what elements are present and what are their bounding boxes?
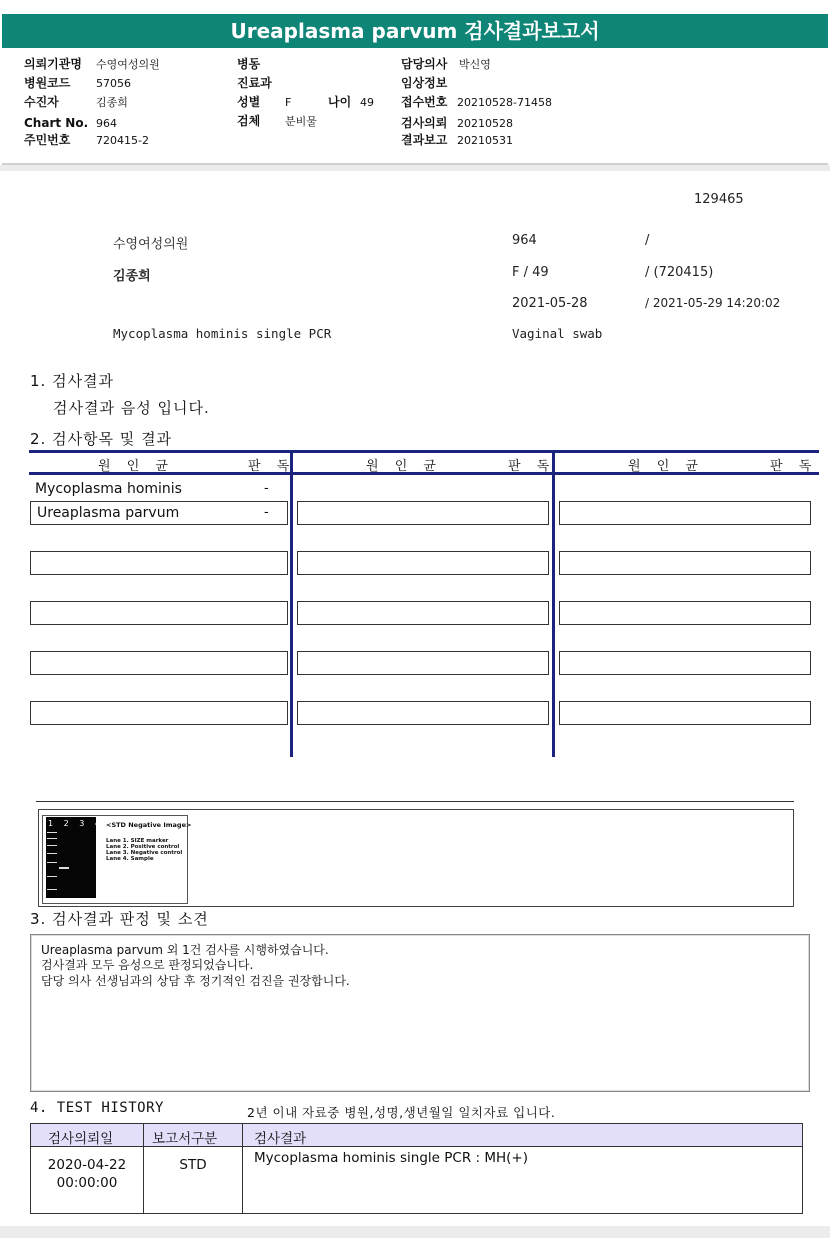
history-row-time: 00:00:00 bbox=[56, 1175, 118, 1191]
receipt-no-field bbox=[401, 95, 552, 110]
record-number: 129465 bbox=[694, 192, 744, 207]
dept-field bbox=[237, 76, 272, 91]
chart-label: Chart No. bbox=[24, 116, 89, 130]
sex-field bbox=[237, 95, 291, 110]
gel-lane-2: Lane 2. Positive control bbox=[106, 844, 180, 850]
footer-shade bbox=[0, 1226, 830, 1238]
result-row-2-value: - bbox=[264, 505, 269, 520]
gel-band bbox=[47, 862, 57, 863]
table-row bbox=[30, 701, 288, 725]
gel-band bbox=[47, 845, 57, 846]
examinee-label: 수진자 bbox=[24, 95, 59, 109]
patient-report-datetime: / 2021-05-29 14:20:02 bbox=[645, 296, 781, 310]
table-row bbox=[297, 501, 549, 525]
history-col-result: 검사결과 bbox=[254, 1131, 307, 1147]
section2-title: 2. 검사항목 및 결과 bbox=[30, 430, 173, 448]
dept-label: 진료과 bbox=[237, 76, 272, 90]
id-field bbox=[24, 133, 149, 148]
report-date-field bbox=[401, 133, 513, 148]
patient-test-name: Mycoplasma hominis single PCR bbox=[113, 326, 332, 341]
result-row-1-name: Mycoplasma hominis bbox=[35, 481, 182, 497]
table-row bbox=[30, 651, 288, 675]
hospital-code-field bbox=[24, 76, 131, 91]
history-border bbox=[30, 1213, 803, 1214]
section3-title: 3. 검사결과 판정 및 소견 bbox=[30, 910, 209, 928]
report-date-label: 결과보고 bbox=[401, 133, 448, 147]
history-row-result: Mycoplasma hominis single PCR : MH(+) bbox=[254, 1150, 528, 1166]
history-col-type: 보고서구분 bbox=[152, 1131, 218, 1147]
specimen-field bbox=[237, 114, 317, 129]
institution-label: 의뢰기관명 bbox=[24, 57, 82, 71]
specimen-label: 검체 bbox=[237, 114, 261, 128]
age-value: 49 bbox=[360, 96, 374, 109]
specimen-value: 분비물 bbox=[285, 115, 317, 128]
report-date-value: 20210531 bbox=[457, 134, 513, 147]
request-value: 20210528 bbox=[457, 117, 513, 130]
result-row-2-name: Ureaplasma parvum bbox=[37, 505, 180, 521]
history-note: 2년 이내 자료중 병원,성명,생년월일 일치자료 입니다. bbox=[247, 1105, 556, 1120]
table-row bbox=[559, 651, 811, 675]
result-row-1-value: - bbox=[264, 481, 269, 496]
doctor-field bbox=[401, 57, 491, 72]
gel-caption-title: <STD Negative Image> bbox=[106, 821, 192, 829]
result-summary: 검사결과 음성 입니다. bbox=[53, 399, 210, 417]
table-divider-1 bbox=[290, 450, 293, 757]
age-field bbox=[328, 95, 374, 110]
receipt-no-label: 접수번호 bbox=[401, 95, 448, 109]
patient-specimen: Vaginal swab bbox=[512, 326, 603, 341]
sex-value: F bbox=[285, 96, 292, 109]
institution-field bbox=[24, 57, 160, 72]
sex-label: 성별 bbox=[237, 95, 261, 109]
gel-top-rule bbox=[36, 801, 794, 802]
gel-lane-3: Lane 3. Negative control bbox=[106, 850, 183, 856]
table-row bbox=[559, 501, 811, 525]
id-value: 720415-2 bbox=[96, 134, 149, 147]
chart-value: 964 bbox=[96, 117, 117, 130]
table-row bbox=[30, 551, 288, 575]
examinee-field bbox=[24, 95, 128, 110]
opinion-line-2: 검사결과 모두 음성으로 판정되었습니다. bbox=[41, 958, 254, 972]
ward-label: 병동 bbox=[237, 57, 261, 71]
patient-request-date: 2021-05-28 bbox=[512, 296, 588, 311]
gel-image bbox=[46, 817, 96, 898]
table-row bbox=[297, 551, 549, 575]
col-pathogen-1: 원 인 균 bbox=[98, 459, 174, 474]
patient-birth: / (720415) bbox=[645, 265, 714, 280]
request-field bbox=[401, 116, 513, 131]
col-judgement-3: 판 독 bbox=[770, 459, 818, 474]
report-title: Ureaplasma parvum 검사결과보고서 bbox=[2, 14, 828, 48]
id-label: 주민번호 bbox=[24, 133, 71, 147]
institution-value: 수영여성의원 bbox=[96, 58, 160, 71]
table-row bbox=[559, 701, 811, 725]
gel-lane-numbers: 1 2 3 4 bbox=[48, 819, 104, 828]
patient-slash: / bbox=[645, 233, 650, 248]
header-shade bbox=[0, 165, 830, 171]
ward-field bbox=[237, 57, 260, 72]
col-pathogen-3: 원 인 균 bbox=[628, 459, 704, 474]
history-border bbox=[242, 1123, 243, 1214]
opinion-line-1: Ureaplasma parvum 외 1건 검사를 시행하였습니다. bbox=[41, 943, 329, 957]
clinical-info-field bbox=[401, 76, 447, 91]
doctor-value: 박신영 bbox=[459, 58, 491, 71]
hospital-code-label: 병원코드 bbox=[24, 76, 71, 90]
gel-band bbox=[47, 832, 57, 833]
table-divider-2 bbox=[552, 450, 555, 757]
col-judgement-1: 판 독 bbox=[248, 459, 296, 474]
gel-band bbox=[47, 889, 57, 890]
section4-title: 4. TEST HISTORY bbox=[30, 1100, 164, 1116]
gel-band bbox=[47, 853, 57, 854]
table-row bbox=[559, 601, 811, 625]
col-judgement-2: 판 독 bbox=[508, 459, 556, 474]
table-top-rule bbox=[29, 450, 819, 453]
patient-chart-no: 964 bbox=[512, 233, 537, 248]
history-header-row bbox=[30, 1123, 803, 1147]
receipt-no-value: 20210528-71458 bbox=[457, 96, 552, 109]
table-row bbox=[297, 651, 549, 675]
history-col-date: 검사의뢰일 bbox=[48, 1131, 114, 1147]
table-row bbox=[297, 601, 549, 625]
table-row bbox=[30, 601, 288, 625]
patient-name: 김종희 bbox=[113, 269, 151, 284]
examinee-value: 김종희 bbox=[96, 96, 128, 109]
opinion-line-3: 담당 의사 선생님과의 상담 후 정기적인 검진을 권장합니다. bbox=[41, 974, 350, 988]
history-row-date: 2020-04-22 bbox=[47, 1157, 127, 1173]
age-label: 나이 bbox=[328, 95, 352, 109]
gel-lane-4: Lane 4. Sample bbox=[106, 856, 154, 862]
gel-band bbox=[47, 838, 57, 839]
patient-sex-age: F / 49 bbox=[512, 265, 549, 280]
clinical-info-label: 임상정보 bbox=[401, 76, 448, 90]
doctor-label: 담당의사 bbox=[401, 57, 448, 71]
gel-lane-1: Lane 1. SIZE marker bbox=[106, 838, 169, 844]
section1-title: 1. 검사결과 bbox=[30, 372, 115, 390]
gel-band bbox=[59, 867, 69, 869]
gel-band bbox=[47, 876, 57, 877]
table-row bbox=[297, 701, 549, 725]
history-row-type: STD bbox=[179, 1157, 207, 1173]
request-label: 검사의뢰 bbox=[401, 116, 448, 130]
chart-field bbox=[24, 116, 117, 131]
patient-institution: 수영여성의원 bbox=[113, 237, 189, 252]
table-row bbox=[559, 551, 811, 575]
col-pathogen-2: 원 인 균 bbox=[366, 459, 442, 474]
history-border bbox=[802, 1123, 803, 1214]
hospital-code-value: 57056 bbox=[96, 77, 131, 90]
